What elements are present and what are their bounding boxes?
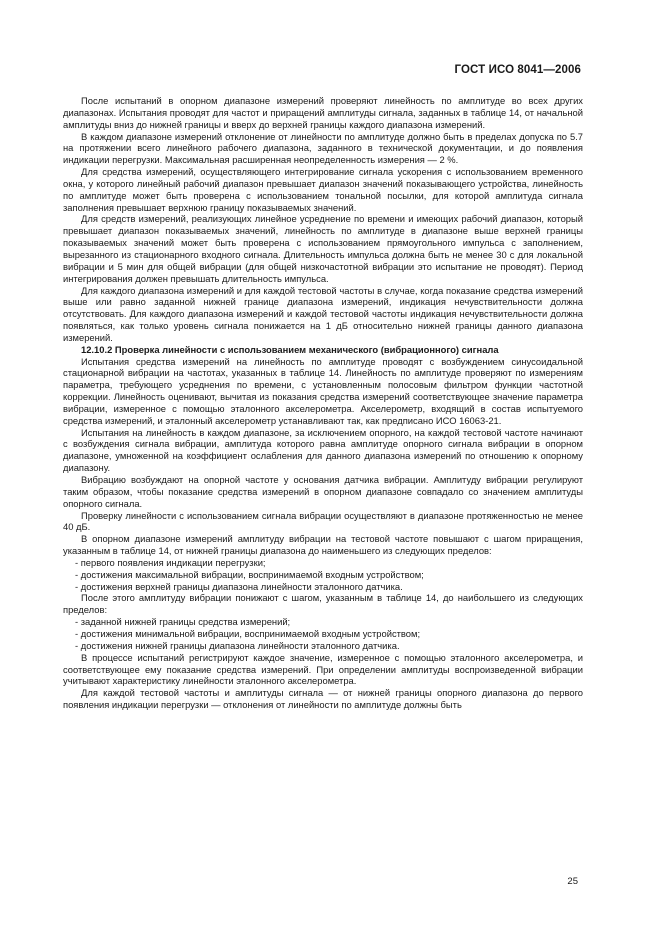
- paragraph: Испытания на линейность в каждом диапазоне, за исключением опорного, на каждой тестовой частоте начинают с возбуждения сигнала вибрации, амплитуда которого равна амплитуде опорного сигнала вибрации в опорном диапазоне, умноженной на коэффициент ослабления для данного диапазона измерений по отношению к опорному диапазону.: [63, 426, 583, 474]
- paragraph: В опорном диапазоне измерений амплитуду вибрации на тестовой частоте повышают с шагом приращения, указанным в таблице 14, от нижней границы диапазона до наименьшего из следующих пределов:: [63, 533, 583, 557]
- paragraph: В каждом диапазоне измерений отклонение от линейности по амплитуде должно быть в пределах допуска по 5.7 на протяжении всего линейного рабочего диапазона, заданного в технической документации, и до появления индикации перегрузки. Максимальная расширенная неопределенность измерения — 2 %.: [63, 130, 583, 166]
- paragraph: Вибрацию возбуждают на опорной частоте у основания датчика вибрации. Амплитуду вибрации регулируют таким образом, чтобы показание средства измерений в опорном диапазоне совпадало со значением амплитуды опорного сигнала.: [63, 474, 583, 509]
- paragraph: Для средств измерений, реализующих линейное усреднение по времени и имеющих рабочий диапазон, который превышает диапазон показываемых значений, линейность по амплитуде в диапазоне выше верхней границы показываемых значений может быть проверена с использованием прямоугольного импульса с заполнением, вырезанного из стационарного входного сигнала. Длительность импульса должна быть не менее 30 с для локальной вибрации и 5 мин для общей вибрации (для общей низкочастотной вибрации это испытание не проводят). Период интегрирования должен превышать длительность импульса.: [63, 213, 583, 284]
- document-header: ГОСТ ИСО 8041—2006: [454, 64, 581, 76]
- section-heading: 12.10.2 Проверка линейности с использованием механического (вибрационного) сигнала: [81, 343, 499, 355]
- paragraph: В процессе испытаний регистрируют каждое значение, измеренное с помощью эталонного акселерометра, и соответствующее ему показание средства измерений. При определении амплитуды воспроизведенной вибрации учитывают характеристику линейности эталонного акселерометра.: [63, 651, 583, 687]
- paragraph: Для каждой тестовой частоты и амплитуды сигнала — от нижней границы опорного диапазона до первого появления индикации перегрузки — отклонения от линейности по амплитуде должны быть: [63, 687, 583, 711]
- list-item: - первого появления индикации перегрузки;: [75, 556, 266, 568]
- paragraph: Проверку линейности с использованием сигнала вибрации осуществляют в диапазоне протяженностью не менее 40 дБ.: [63, 509, 583, 533]
- list-item: - достижения минимальной вибрации, воспринимаемой входным устройством;: [75, 627, 421, 639]
- list-item: - достижения нижней границы диапазона линейности эталонного датчика.: [75, 639, 400, 651]
- page-body: [63, 95, 583, 711]
- list-item: - заданной нижней границы средства измерений;: [75, 616, 291, 628]
- paragraph: Для каждого диапазона измерений и для каждой тестовой частоты в случае, когда показание средства измерений выше или равно заданной нижней границе диапазона измерений, индикация нечувствительности должна отсутствовать. Для каждого диапазона измерений и каждой тестовой частоты индикация нечувствительности должна появляться, как только уровень сигнала понижается на 1 дБ относительно нижней границы данного диапазона измерений.: [63, 284, 583, 343]
- paragraph: Испытания средства измерений на линейность по амплитуде проводят с возбуждением синусоидальной стационарной вибрации на частотах, указанных в таблице 14. Линейность по амплитуде проверяют по измерениям параметра, требующего усреднения по времени, с установленным полосовым фильтром функции частотной коррекции. Линейность оценивают, вычитая из показания средства измерений соответствующее значение параметра вибрации, измеренное с помощью эталонного акселерометра. Акселерометр, входящий в состав испытуемого средства измерений, и эталонный акселерометр устанавливают так, как предписано ИСО 16063-21.: [63, 355, 583, 426]
- paragraph: После этого амплитуду вибрации понижают с шагом, указанным в таблице 14, до наибольшего из следующих пределов:: [63, 592, 583, 616]
- paragraph: После испытаний в опорном диапазоне измерений проверяют линейность по амплитуде во всех других диапазонах. Испытания проводят для частот и приращений амплитуды сигнала, заданных в таблице 14, от начальной амплитуды вниз до нижней границы и вверх до верхней границы каждого диапазона измерений.: [63, 95, 583, 130]
- paragraph: Для средства измерений, осуществляющего интегрирование сигнала ускорения с использованием временного окна, у которого линейный рабочий диапазон превышает диапазон значений показывающего устройства, линейность по амплитуде может быть проверена с использованием тональной посылки, для которой амплитуда сигнала заполнения превышает верхнюю границу показываемых значений.: [63, 166, 583, 213]
- list-item: - достижения максимальной вибрации, воспринимаемой входным устройством;: [75, 568, 424, 580]
- page-number: 25: [567, 876, 578, 887]
- list-item: - достижения верхней границы диапазона линейности эталонного датчика.: [75, 580, 403, 592]
